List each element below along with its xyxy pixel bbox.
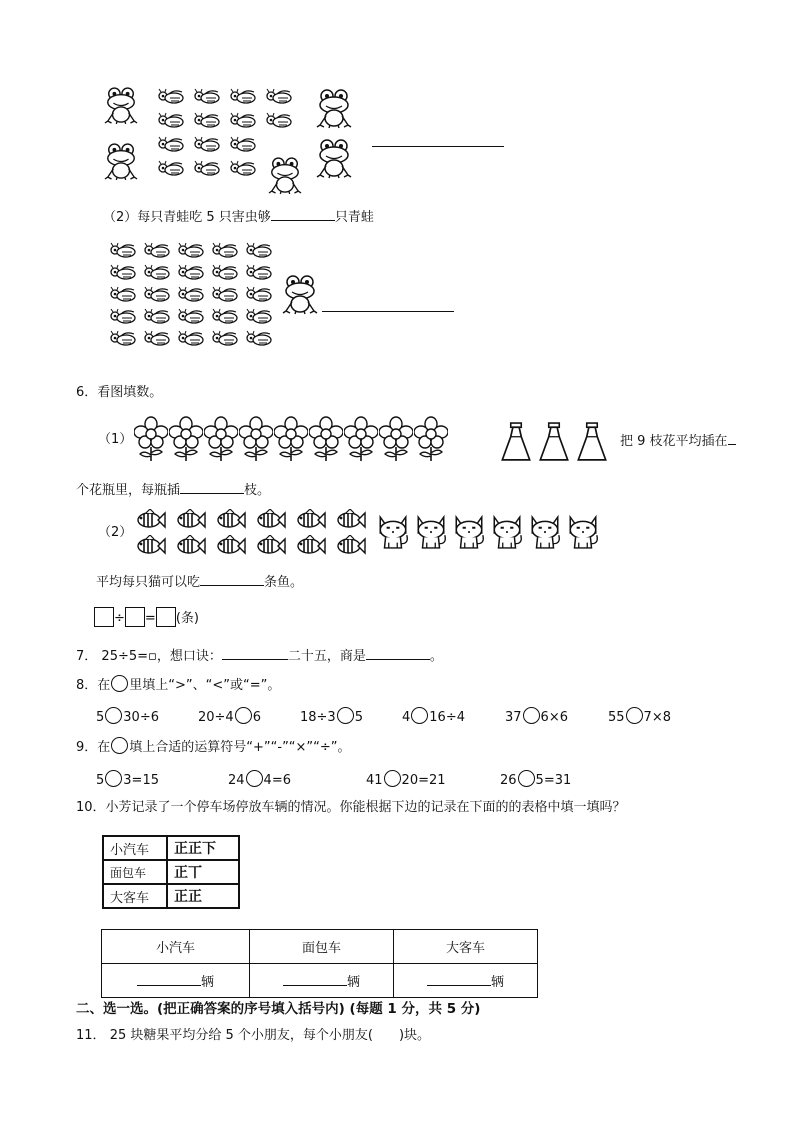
q9-item-left: 24 [228,773,245,788]
operator-circle[interactable] [246,770,263,787]
q7-text-c: 。 [429,649,443,664]
q6-part2-text-prefix: 平均每只猫可以吃 [96,575,201,590]
flowers-image [132,414,452,464]
answer-unit: 辆 [200,975,214,990]
q11 [76,1027,430,1045]
q6-part1-text: 把 9 枝花平均插在 [620,434,728,449]
q9-item-left: 41 [366,773,383,788]
q6-part1-cont-prefix: 个花瓶里，每瓶插 [76,483,181,498]
q7-number: 7． [76,649,98,664]
q11-number: 11． [76,1028,106,1043]
operator-circle[interactable] [384,770,401,787]
q9-item-1 [96,770,159,790]
q5-part2-suffix: 只青蛙 [334,210,374,225]
answer-van-cell [250,964,394,998]
answer-car-blank[interactable] [137,971,201,986]
record-row [103,836,239,860]
fish-and-cats-image [132,507,607,559]
q10-title: 10．小芳记录了一个停车场停放车辆的情况。你能根据下边的记录在下面的的表格中填一填吗？ [76,800,626,815]
circle-icon [111,737,128,754]
q8-title [76,675,280,695]
q7-blank-a[interactable] [222,645,288,660]
q8-title-a: 8．在 [76,678,111,693]
equation-box-divisor[interactable] [125,607,145,627]
compare-circle[interactable] [105,707,122,724]
q8-item-2 [198,707,261,727]
q10-record-table [102,835,240,909]
q7-text-b: 二十五，商是 [287,649,366,664]
q6-part1-prompt [620,430,736,451]
answer-van-blank[interactable] [283,971,347,986]
q8-item-right: 30÷6 [123,710,159,725]
answer-unit: 辆 [346,975,360,990]
q9-item-right: 5=31 [535,773,572,788]
equation-box-dividend[interactable] [94,607,114,627]
q8-item-right: 6×6 [540,710,568,725]
q8-item-3 [300,707,363,727]
q9-item-2 [228,770,291,790]
header-van: 面包车 [250,930,394,964]
q6-part1-cont-suffix: 枝。 [244,483,271,498]
q9-title-a: 9．在 [76,740,111,755]
q6-part2-label: （2） [98,525,133,540]
q5-part2-answer-line[interactable] [322,311,454,312]
frogs-and-pests-image [100,85,360,200]
equation-unit: (条) [175,611,199,626]
q8-item-right: 6 [252,710,261,725]
record-tally: 正正下 [167,836,239,860]
q9-item-left: 5 [96,773,105,788]
compare-circle[interactable] [523,707,540,724]
q6-part1-continuation [76,479,270,500]
q9-item-right: 3=15 [123,773,159,788]
q6-part2-text-suffix: 条鱼。 [264,575,304,590]
record-row [103,860,239,884]
q5-part2-picture [108,240,323,355]
q6-part2-equation [94,607,199,628]
result-answer-row [102,964,538,998]
circle-icon [111,675,128,692]
equation-box-quotient[interactable] [156,607,176,627]
q6-vases-picture [500,420,612,462]
q7-blank-b[interactable] [366,645,430,660]
q5-part1-picture [100,85,360,200]
q9-item-4 [500,770,571,790]
q8-item-4 [402,707,465,727]
compare-circle[interactable] [411,707,428,724]
q8-item-right: 5 [354,710,363,725]
q6-flowers-picture [132,414,452,464]
equation-op-divide: ÷ [114,611,125,626]
q8-item-left: 20÷4 [198,710,234,725]
q6-fish-cats-picture [132,507,607,559]
q5-part2-blank[interactable] [271,206,335,221]
q6-part1-blank-a[interactable] [728,430,736,445]
q6-title: 6．看图填数。 [76,385,163,400]
q9-title-b: 填上合适的运算符号“+”“-”“×”“÷”。 [129,740,351,755]
q9-item-right: 20=21 [401,773,446,788]
q9-title [76,737,351,757]
q8-item-5 [505,707,568,727]
answer-car-cell [102,964,250,998]
q11-text-a: 25 块糖果平均分给 5 个小朋友，每个小朋友( [109,1028,373,1043]
q11-text-b: )块。 [398,1028,431,1043]
q6-part2-blank[interactable] [200,571,264,586]
record-vehicle: 大客车 [103,884,167,908]
section2-title: 二、选一选。(把正确答案的序号填入括号内) (每题 1 分，共 5 分) [76,1001,481,1017]
q8-item-right: 7×8 [643,710,671,725]
q6-part2-prompt [96,571,303,592]
q5-part1-answer-line[interactable] [372,146,504,147]
q5-part2-prompt [103,206,374,227]
q8-item-left: 4 [402,710,411,725]
q8-item-left: 5 [96,710,105,725]
q5-part2-text: （2）每只青蛙吃 5 只害虫够 [103,210,271,225]
q8-item-6 [608,707,671,727]
vases-image [500,420,612,462]
q8-item-left: 55 [608,710,625,725]
compare-circle[interactable] [235,707,252,724]
q8-title-b: 里填上“>”、“<”或“=”。 [129,678,281,693]
q8-item-right: 16÷4 [429,710,465,725]
q9-item-3 [366,770,446,790]
q10-result-table [101,929,538,998]
q7-text-a: 25÷5=▫，想口诀： [101,649,222,664]
operator-circle[interactable] [105,770,122,787]
q9-item-left: 26 [500,773,517,788]
q6-part1-blank-b[interactable] [180,479,244,494]
record-vehicle: 面包车 [103,860,167,884]
header-bus: 大客车 [394,930,538,964]
record-tally: 正正 [167,884,239,908]
result-header-row [102,930,538,964]
header-car: 小汽车 [102,930,250,964]
equation-op-equals: = [144,611,156,626]
operator-circle[interactable] [518,770,535,787]
q8-item-left: 18÷3 [300,710,336,725]
record-tally: 正丅 [167,860,239,884]
q8-item-1 [96,707,159,727]
q8-item-left: 37 [505,710,522,725]
q9-item-right: 4=6 [263,773,291,788]
record-vehicle: 小汽车 [103,836,167,860]
q7 [76,645,443,666]
pests-and-frog-image [108,240,323,355]
answer-bus-cell [394,964,538,998]
record-row [103,884,239,908]
answer-bus-blank[interactable] [427,971,491,986]
compare-circle[interactable] [337,707,354,724]
compare-circle[interactable] [626,707,643,724]
q6-part1-label: （1） [98,432,133,447]
answer-unit: 辆 [490,975,504,990]
